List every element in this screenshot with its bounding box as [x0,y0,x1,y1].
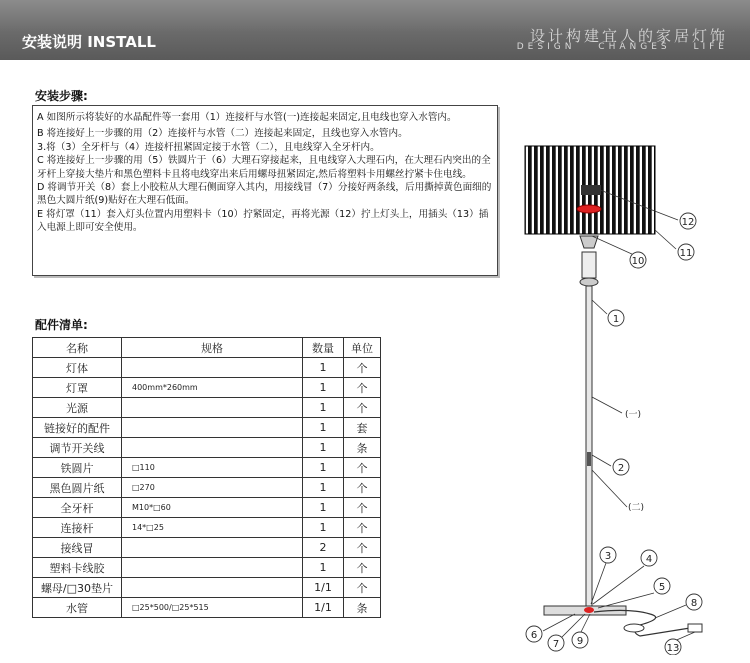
table-row [33,598,381,618]
part-spec: □25*500/□25*515 [122,598,303,618]
part-name: 调节开关线 [33,438,122,458]
callout-label: 4 [645,554,653,565]
table-row [33,438,381,458]
callout-label: 11 [679,248,693,259]
light-source [581,185,601,195]
callout-label: (一) [624,410,642,420]
part-spec [122,578,303,598]
part-unit: 套 [344,418,381,438]
part-spec [122,438,303,458]
part-unit: 个 [344,358,381,378]
plastic-clip [577,205,601,213]
part-unit: 个 [344,378,381,398]
part-unit: 个 [344,498,381,518]
callout-label: 6 [530,630,538,641]
callout-label: 5 [658,582,666,593]
lamp-pole [586,286,592,606]
col-header-spec: 规格 [122,338,303,358]
part-name: 全牙杆 [33,498,122,518]
part-unit: 个 [344,558,381,578]
col-header-qty: 数量 [303,338,344,358]
callout-label: 12 [681,217,695,228]
callout-label: (二) [627,503,645,513]
part-name: 链接好的配件 [33,418,122,438]
callout-label: 10 [631,256,645,267]
part-qty: 1 [303,418,344,438]
switch [624,624,644,632]
callout-label: 2 [617,463,625,474]
table-row [33,498,381,518]
part-qty: 1 [303,478,344,498]
brand-tagline-cn: 设计构建宜人的家居灯饰 [529,27,728,45]
part-qty: 1 [303,378,344,398]
callout-label: 1 [612,314,620,325]
part-name: 灯体 [33,358,122,378]
step-c: C 将连接好上一步骤的用（5）铁圆片于（6）大理石穿接起来，且电线穿入大理石内，在大理石内突出的全牙杆上穿接大垫片和黑色塑料卡且将电线穿出来后用螺母扭紧固定,然后将塑料卡用螺丝拧紧卡住电线。 [37,155,491,180]
callout-label: 7 [552,639,560,650]
part-qty: 1 [303,358,344,378]
plug [688,624,702,632]
part-spec [122,538,303,558]
part-name: 连接杆 [33,518,122,538]
col-header-unit: 单位 [344,338,381,358]
parts-title: 配件清单: [35,318,88,332]
part-qty: 1/1 [303,578,344,598]
page-title: 安装说明 INSTALL [22,33,156,51]
part-unit: 个 [344,518,381,538]
table-row [33,578,381,598]
part-name: 塑料卡线胶 [33,558,122,578]
connector-rod [587,452,591,466]
step-a: A 如图所示将装好的水晶配件等一套用（1）连接杆与水管(一)连接起来固定,且电线也穿入水管内。 [37,112,457,123]
header-banner [0,0,750,60]
part-unit: 个 [344,458,381,478]
step-e: E 将灯罩（11）套入灯头位置内用塑料卡（10）拧紧固定，再将光源（12）拧上灯头上，用插头（13）插入电源上即可安全使用。 [37,208,489,234]
part-spec [122,418,303,438]
step-d: D 将调节开关（8）套上小胶粒从大理石侧面穿入其内，用接线冒（7）分接好两条线，后用撕掉黄色面细的黑色大圆片纸(9)贴好在大理石低面。 [37,182,492,207]
callout-label: 8 [690,598,698,609]
part-qty: 1 [303,498,344,518]
table-row [33,378,381,398]
brand-tagline-en: DESIGN CHANGES LIFE [516,42,728,52]
part-spec [122,358,303,378]
lamp-assembly-diagram [510,130,740,655]
part-qty: 1/1 [303,598,344,618]
part-qty: 1 [303,458,344,478]
part-name: 水管 [33,598,122,618]
table-row [33,358,381,378]
part-name: 接线冒 [33,538,122,558]
part-qty: 2 [303,538,344,558]
table-row [33,538,381,558]
table-row [33,518,381,538]
table-row [33,478,381,498]
part-unit: 个 [344,478,381,498]
part-spec [122,558,303,578]
parts-table [32,337,381,618]
part-spec: 400mm*260mm [122,378,303,398]
part-name: 光源 [33,398,122,418]
table-row [33,418,381,438]
part-qty: 1 [303,518,344,538]
callout-label: 3 [604,551,612,562]
part-name: 灯罩 [33,378,122,398]
part-spec: □110 [122,458,303,478]
part-name: 黑色圆片纸 [33,478,122,498]
callout-label: 13 [666,643,680,654]
table-row [33,558,381,578]
part-qty: 1 [303,398,344,418]
part-unit: 个 [344,578,381,598]
part-qty: 1 [303,558,344,578]
part-spec: 14*□25 [122,518,303,538]
part-name: 铁圆片 [33,458,122,478]
part-spec: M10*□60 [122,498,303,518]
callout-label: 9 [576,636,584,647]
part-unit: 条 [344,598,381,618]
part-spec: □270 [122,478,303,498]
step-b: B 将连接好上一步骤的用（2）连接杆与水管（二）连接起来固定，且线也穿入水管内。 [37,128,408,140]
part-unit: 个 [344,398,381,418]
steps-title: 安装步骤: [35,89,88,103]
install-steps-box [32,105,498,276]
crystal-body [582,252,596,278]
col-header-name: 名称 [33,338,122,358]
table-row [33,398,381,418]
part-unit: 条 [344,438,381,458]
table-header-row [33,338,381,358]
step-3: 3.将（3）全牙杆与（4）连接杆扭紧固定接于水管（二），且电线穿入全牙杆内。 [37,141,380,153]
part-unit: 个 [344,538,381,558]
part-name: 螺母/□30垫片 [33,578,122,598]
part-spec [122,398,303,418]
part-qty: 1 [303,438,344,458]
table-row [33,458,381,478]
